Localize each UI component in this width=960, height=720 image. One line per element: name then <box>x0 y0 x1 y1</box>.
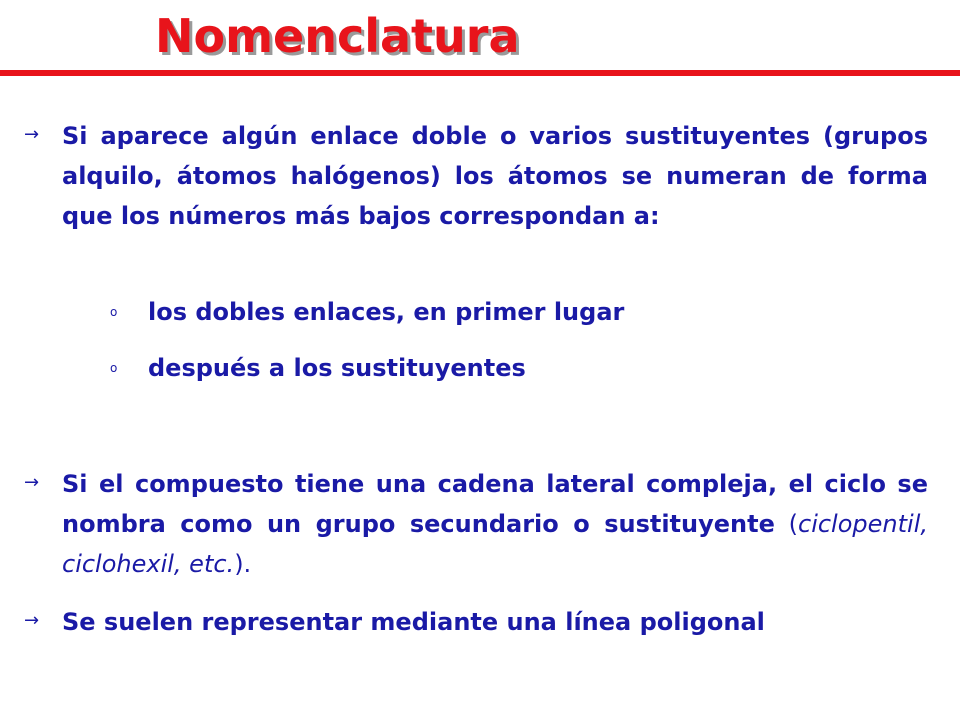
arrow-bullet-icon: → <box>24 472 40 493</box>
sub-item-double-bonds: los dobles enlaces, en primer lugar <box>148 298 625 326</box>
title-underline-rule <box>0 70 960 76</box>
side-chain-text: Si el compuesto tiene una cadena lateral compleja, el ciclo se nombra como un grupo secundario o sustituyente <box>62 470 928 538</box>
bullet-text-numbering: Si aparece algún enlace doble o varios sustituyentes (grupos alquilo, átomos halógenos) los átomos se numeran de forma que los números más bajos correspondan a: <box>62 122 928 230</box>
slide-title: Nomenclatura <box>155 9 520 63</box>
circle-bullet-icon: o <box>110 305 118 319</box>
circle-bullet-icon: o <box>110 361 118 375</box>
paren-open: ( <box>774 510 798 538</box>
bullet-text-polygonal-line: Se suelen representar mediante una línea poligonal <box>62 608 765 636</box>
paren-close: ). <box>234 550 252 578</box>
examples-italic: ciclopentil, ciclohexil, etc. <box>62 510 928 578</box>
arrow-bullet-icon: → <box>24 124 40 145</box>
bullet-text-side-chain <box>62 464 928 584</box>
arrow-bullet-icon: → <box>24 610 40 631</box>
sub-item-substituents: después a los sustituyentes <box>148 354 526 382</box>
